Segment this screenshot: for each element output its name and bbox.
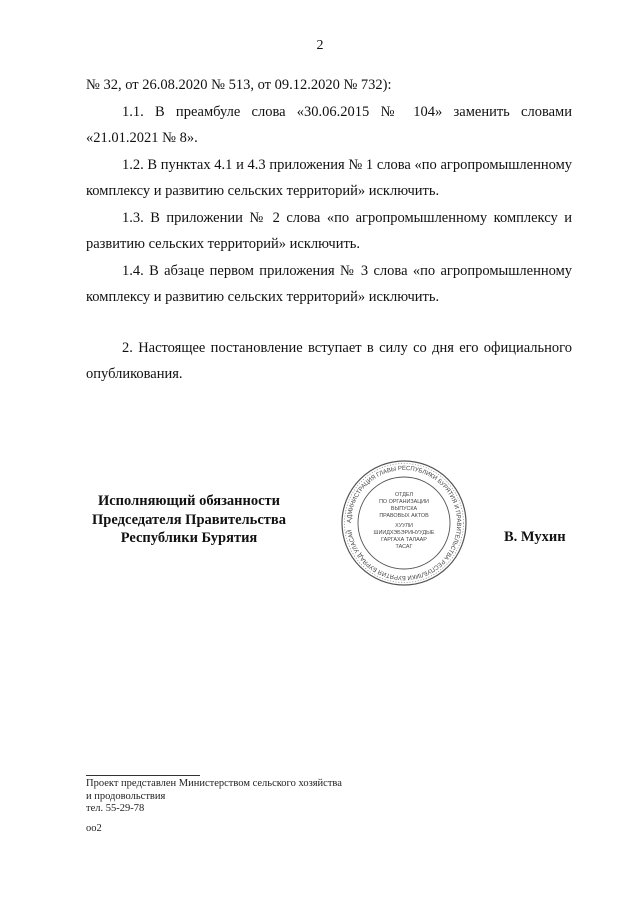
footnote-line: тел. 55-29-78 <box>86 803 145 814</box>
stamp-center-line: ОТДЕЛ <box>394 492 414 498</box>
stamp-center-line: ВЫПУСКА <box>390 506 418 512</box>
stamp-center-line: ПРАВОВЫХ АКТОВ <box>379 513 429 519</box>
paragraph-item-1-3: 1.3. В приложении № 2 слова «по агропромышленному комплексу и развитию сельских территорий» исключить. <box>86 209 572 252</box>
paragraph-continuation: № 32, от 26.08.2020 № 513, от 09.12.2020 № 732): <box>86 77 392 93</box>
footnote-divider <box>86 775 200 776</box>
paragraph-item-1-2: 1.2. В пунктах 4.1 и 4.3 приложения № 1 слова «по агропромышленному комплексу и развитию сельских территорий» исключить. <box>86 156 572 199</box>
signatory-position-line: Республики Бурятия <box>120 530 258 546</box>
stamp-center-line: ГАРГАХА ТАЛААР <box>381 537 427 543</box>
page-number: 2 <box>316 38 324 53</box>
stamp-ring-text: АДМИНИСТРАЦИЯ ГЛАВЫ РЕСПУБЛИКИ БУРЯТИЯ И ПРАВИТЕЛЬСТВА РЕСПУБЛИКИ БУРЯТИЯ БУРЯАД УЛАСАЙ <box>345 464 463 582</box>
official-stamp <box>340 459 468 587</box>
signatory-position <box>86 492 292 548</box>
footnote-line: Проект представлен Министерством сельского хозяйства <box>86 778 342 789</box>
signatory-name: В. Мухин <box>504 529 566 545</box>
footnote-line: и продовольствия <box>86 790 166 802</box>
document-code: оо2 <box>86 823 102 834</box>
footnote <box>86 778 342 816</box>
stamp-center-line: ШИИДХЭБЭРИНУУДЫЕ <box>373 530 435 536</box>
stamp-center-line: ПО ОРГАНИЗАЦИИ <box>379 499 429 505</box>
paragraph-item-1-4: 1.4. В абзаце первом приложения № 3 слова «по агропромышленному комплексу и развитию сельских территорий» исключить. <box>86 262 572 305</box>
stamp-center-line: ХУУЛИ <box>395 523 413 529</box>
paragraph-item-2: 2. Настоящее постановление вступает в силу со дня его официального опубликования. <box>86 339 572 382</box>
document-body <box>86 72 572 388</box>
paragraph-item-1-1: 1.1. В преамбуле слова «30.06.2015 № 104» заменить словами «21.01.2021 № 8». <box>86 103 572 146</box>
signatory-position-line: Исполняющий обязанности <box>97 493 281 509</box>
stamp-center-line: ТАСАГ <box>395 544 413 550</box>
signatory-position-line: Председателя Правительства <box>92 511 286 528</box>
